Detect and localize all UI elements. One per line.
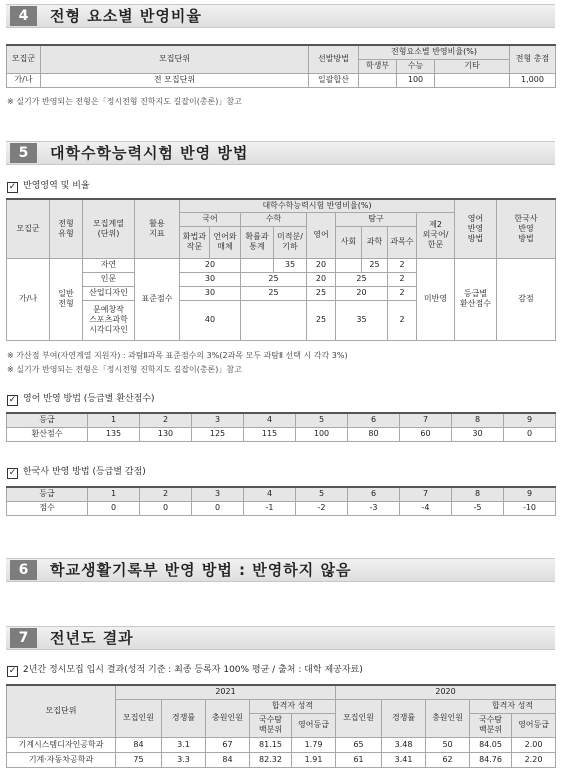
cell-inq: 35 xyxy=(336,300,388,340)
th-method: 선발방법 xyxy=(309,45,359,73)
th-inq3: 과목수 xyxy=(388,226,417,258)
grade: 9 xyxy=(504,487,556,501)
cell-field: 인문 xyxy=(83,272,135,286)
cell: 1.91 xyxy=(292,752,336,767)
checkbox-icon: ✓ xyxy=(8,666,17,676)
cell-field: 문예창작 스포츠과학 시각디자인 xyxy=(83,300,135,340)
th-eng-method: 영어 반영 방법 xyxy=(455,199,497,258)
th-hist-method: 한국사 반영 방법 xyxy=(497,199,556,258)
th-kor: 국어 xyxy=(180,212,241,226)
cell: 81.15 xyxy=(250,737,292,752)
grade: 1 xyxy=(88,487,140,501)
th-eng: 영어등급 xyxy=(292,713,336,737)
score: -3 xyxy=(348,501,400,515)
th-unit: 모집단위 xyxy=(7,685,116,737)
cell: 61 xyxy=(336,752,382,767)
grade: 8 xyxy=(452,487,504,501)
th-student: 학생부 xyxy=(359,59,397,73)
grade: 6 xyxy=(348,487,400,501)
ratio-table xyxy=(6,44,556,88)
grade: 5 xyxy=(296,487,348,501)
cell-group: 가/나 xyxy=(7,258,50,340)
score: 0 xyxy=(504,427,556,441)
th-unit: 모집단위 xyxy=(41,45,309,73)
th-math2: 미적분/ 기하 xyxy=(274,226,307,258)
cell-math-b: 35 xyxy=(274,258,307,272)
cell-math: 25 xyxy=(241,286,307,300)
th-second: 제2 외국어/ 한문 xyxy=(417,212,455,258)
th-year: 2020 xyxy=(336,685,556,699)
cell-type: 일반 전형 xyxy=(50,258,83,340)
th-pct: 국수탐 백분위 xyxy=(470,713,512,737)
note: ※ 실기가 반영되는 전형은「정시전형 진학지도 길잡이(총론)」참고 xyxy=(7,365,242,374)
th-grade: 등급 xyxy=(7,487,88,501)
section-number: 7 xyxy=(10,628,37,648)
cell-kor: 40 xyxy=(180,300,241,340)
cell xyxy=(359,73,397,87)
score: 60 xyxy=(400,427,452,441)
cell-math: 25 xyxy=(241,272,307,286)
note: ※ 가산점 부여(자연계열 지원자) : 과탐Ⅱ과목 표준점수의 3%(2과목 모두 과탐Ⅱ 선택 시 각각 3%) xyxy=(7,351,348,360)
section-title: 대학수학능력시험 반영 방법 xyxy=(50,144,249,162)
cell-hist-method: 감점 xyxy=(497,258,556,340)
th-quota: 모집인원 xyxy=(116,699,162,737)
english-table xyxy=(6,412,556,442)
section-7-header xyxy=(6,626,555,650)
section-title: 학교생활기록부 반영 방법 : 반영하지 않음 xyxy=(50,561,352,579)
grade: 4 xyxy=(244,487,296,501)
grade: 6 xyxy=(348,413,400,427)
cell: 50 xyxy=(426,737,470,752)
section-number: 4 xyxy=(10,6,37,26)
cell: 2.00 xyxy=(512,737,556,752)
th-score: 합격자 성적 xyxy=(470,699,556,713)
subheading xyxy=(7,466,146,478)
cell-eng: 20 xyxy=(307,272,336,286)
th-group: 모집군 xyxy=(7,45,41,73)
score: 100 xyxy=(296,427,348,441)
score: 115 xyxy=(244,427,296,441)
cell-unit: 기계·자동차공학과 xyxy=(7,752,116,767)
section-number: 6 xyxy=(10,560,37,580)
th-kor2: 언어와 매체 xyxy=(210,226,241,258)
subheading xyxy=(7,664,363,676)
subheading-text: 반영영역 및 비율 xyxy=(23,181,90,191)
grade: 7 xyxy=(400,487,452,501)
cell: 1.79 xyxy=(292,737,336,752)
cell: 일괄합산 xyxy=(309,73,359,87)
section-4-header xyxy=(6,4,555,28)
cell-cnt: 2 xyxy=(388,286,417,300)
th-year: 2021 xyxy=(116,685,336,699)
section-title: 전년도 결과 xyxy=(50,629,134,647)
note: ※ 실기가 반영되는 전형은「정시전형 진학지도 길잡이(총론)」참고 xyxy=(7,97,242,106)
grade: 1 xyxy=(88,413,140,427)
checkbox-icon: ✓ xyxy=(8,182,17,192)
cell: 3.3 xyxy=(162,752,206,767)
cell-eng: 25 xyxy=(307,286,336,300)
cell-kor: 20 xyxy=(180,258,241,272)
cell-math xyxy=(241,300,307,340)
cell-second: 미반영 xyxy=(417,258,455,340)
th-field: 모집계열 (단위) xyxy=(83,199,135,258)
th-eng: 영어등급 xyxy=(512,713,556,737)
results-table xyxy=(6,684,556,768)
grade: 9 xyxy=(504,413,556,427)
cell: 65 xyxy=(336,737,382,752)
cell-index: 표준점수 xyxy=(135,258,180,340)
th-inq2: 과학 xyxy=(362,226,388,258)
th-index: 활용 지표 xyxy=(135,199,180,258)
cell xyxy=(435,73,510,87)
cell-inq: 20 xyxy=(336,286,388,300)
th-pct: 국수탐 백분위 xyxy=(250,713,292,737)
score: -1 xyxy=(244,501,296,515)
score: 130 xyxy=(140,427,192,441)
cell: 3.1 xyxy=(162,737,206,752)
section-number: 5 xyxy=(10,143,37,163)
th-total: 전형 총점 xyxy=(510,45,556,73)
score: 30 xyxy=(452,427,504,441)
cell: 3.48 xyxy=(382,737,426,752)
row-label: 환산점수 xyxy=(7,427,88,441)
cell-field: 산업디자인 xyxy=(83,286,135,300)
row-label: 점수 xyxy=(7,501,88,515)
subheading-text: 한국사 반영 방법 (등급별 감점) xyxy=(23,467,146,477)
checkbox-icon: ✓ xyxy=(8,468,17,478)
cell-cnt: 2 xyxy=(388,272,417,286)
th-comp: 경쟁률 xyxy=(162,699,206,737)
cell: 전 모집단위 xyxy=(41,73,309,87)
score: -2 xyxy=(296,501,348,515)
th-ratio: 대학수학능력시험 반영비율(%) xyxy=(180,199,455,212)
score: -10 xyxy=(504,501,556,515)
th-inq1: 사회 xyxy=(336,226,362,258)
cell: 100 xyxy=(397,73,435,87)
score: 0 xyxy=(192,501,244,515)
cell: 62 xyxy=(426,752,470,767)
suneung-table xyxy=(6,198,556,341)
grade: 2 xyxy=(140,413,192,427)
score: 0 xyxy=(88,501,140,515)
cell: 84.05 xyxy=(470,737,512,752)
cell: 3.41 xyxy=(382,752,426,767)
th-score: 합격자 성적 xyxy=(250,699,336,713)
th-quota: 모집인원 xyxy=(336,699,382,737)
cell-kor: 30 xyxy=(180,272,241,286)
th-etc: 기타 xyxy=(435,59,510,73)
th-suneung: 수능 xyxy=(397,59,435,73)
section-title: 전형 요소별 반영비율 xyxy=(50,7,202,25)
cell-cnt: 2 xyxy=(388,300,417,340)
th-group: 모집군 xyxy=(7,199,50,258)
score: 125 xyxy=(192,427,244,441)
section-6-header xyxy=(6,558,555,582)
cell-inq: 25 xyxy=(336,272,388,286)
subheading-text: 영어 반영 방법 (등급별 환산점수) xyxy=(23,394,155,404)
cell-eng: 25 xyxy=(307,300,336,340)
cell-math-a xyxy=(241,258,274,272)
grade: 3 xyxy=(192,413,244,427)
score: -4 xyxy=(400,501,452,515)
th-fill: 충원인원 xyxy=(426,699,470,737)
th-eng: 영어 xyxy=(307,212,336,258)
cell-eng-method: 등급별 환산점수 xyxy=(455,258,497,340)
cell: 2.20 xyxy=(512,752,556,767)
grade: 8 xyxy=(452,413,504,427)
cell: 84 xyxy=(116,737,162,752)
cell: 75 xyxy=(116,752,162,767)
subheading xyxy=(7,180,90,192)
subheading-text: 2년간 정시모집 입시 결과(성적 기준 : 최종 등록자 100% 평균 / 출처 : 대학 제공자료) xyxy=(23,665,363,675)
cell: 82.32 xyxy=(250,752,292,767)
cell: 84.76 xyxy=(470,752,512,767)
cell-unit: 기계시스템디자인공학과 xyxy=(7,737,116,752)
th-ratio: 전형요소별 반영비율(%) xyxy=(359,45,510,59)
th-fill: 충원인원 xyxy=(206,699,250,737)
grade: 3 xyxy=(192,487,244,501)
cell-eng: 20 xyxy=(307,258,336,272)
th-type: 전형 유형 xyxy=(50,199,83,258)
score: 80 xyxy=(348,427,400,441)
subheading xyxy=(7,393,155,405)
cell-field: 자연 xyxy=(83,258,135,272)
th-grade: 등급 xyxy=(7,413,88,427)
cell-sci: 25 xyxy=(362,258,388,272)
checkbox-icon: ✓ xyxy=(8,395,17,405)
th-kor1: 화법과 작문 xyxy=(180,226,210,258)
grade: 4 xyxy=(244,413,296,427)
grade: 5 xyxy=(296,413,348,427)
score: 135 xyxy=(88,427,140,441)
th-comp: 경쟁률 xyxy=(382,699,426,737)
score: -5 xyxy=(452,501,504,515)
cell-kor: 30 xyxy=(180,286,241,300)
grade: 7 xyxy=(400,413,452,427)
section-5-header xyxy=(6,141,555,165)
grade: 2 xyxy=(140,487,192,501)
th-inq: 탐구 xyxy=(336,212,417,226)
score: 0 xyxy=(140,501,192,515)
cell: 84 xyxy=(206,752,250,767)
history-table xyxy=(6,486,556,516)
th-math1: 확률과 통계 xyxy=(241,226,274,258)
cell-cnt: 2 xyxy=(388,258,417,272)
cell: 1,000 xyxy=(510,73,556,87)
th-math: 수학 xyxy=(241,212,307,226)
cell: 가/나 xyxy=(7,73,41,87)
cell: 67 xyxy=(206,737,250,752)
cell-soc xyxy=(336,258,362,272)
